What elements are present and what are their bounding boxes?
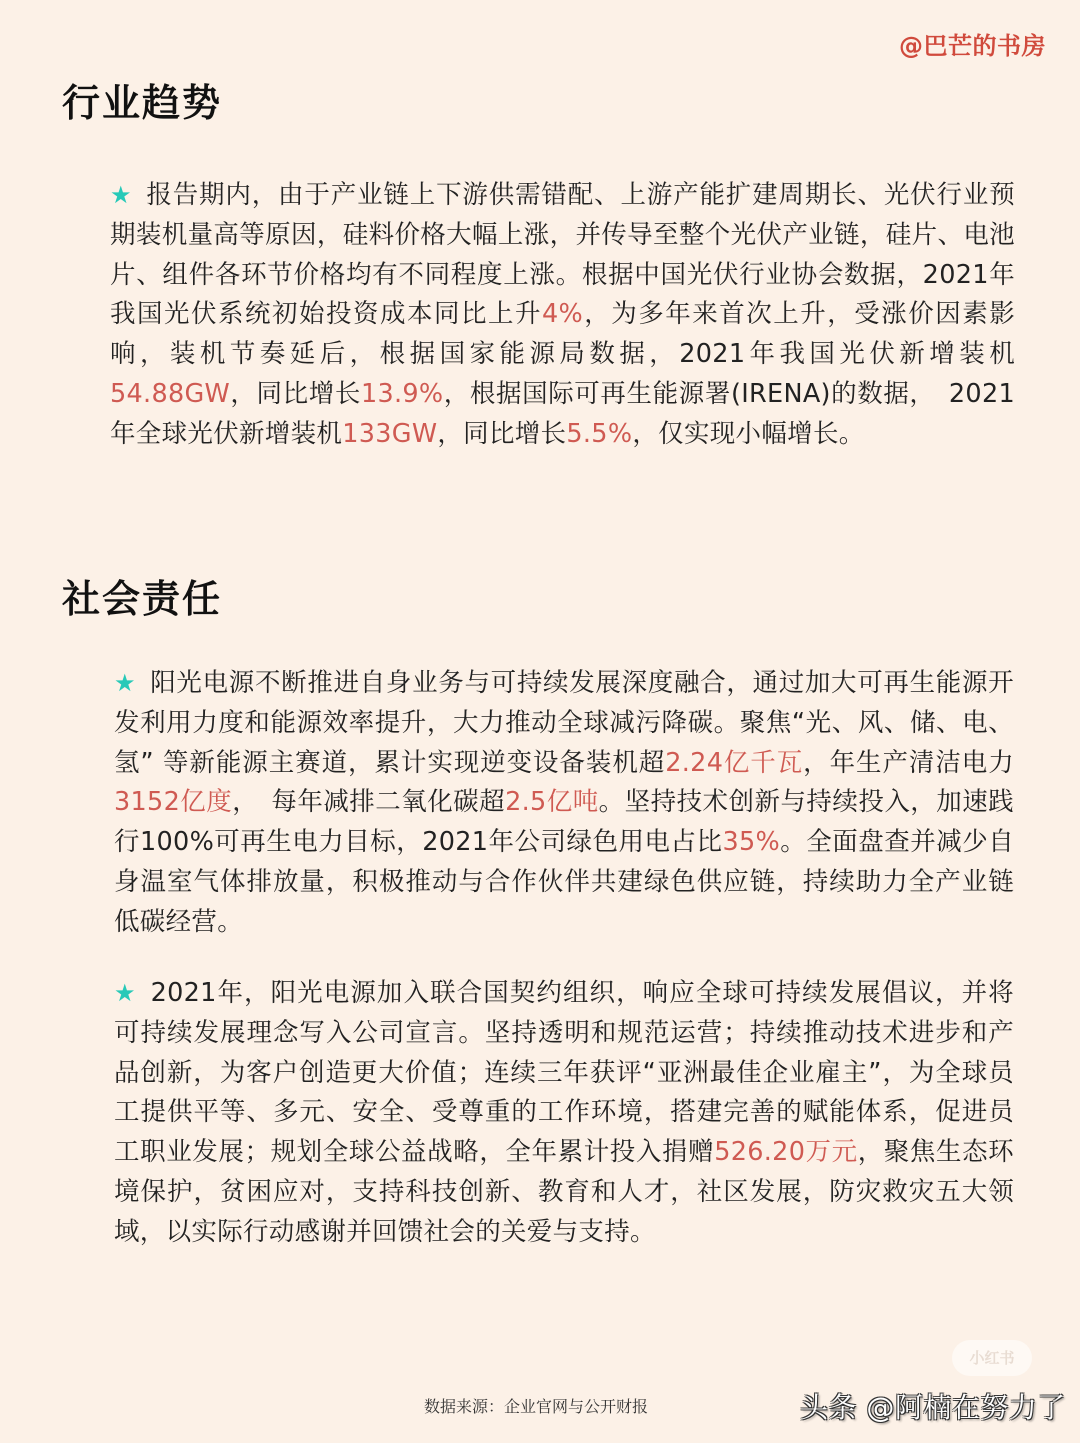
highlight-value: 35% — [722, 827, 781, 858]
section-title-industry-trend: 行业趋势 — [62, 81, 223, 125]
highlight-value: 54.88GW — [110, 378, 231, 409]
text-segment: ，同比增长 — [230, 378, 361, 409]
text-segment: ，同比增长 — [437, 418, 567, 449]
xiaohongshu-logo: 小红书 — [952, 1340, 1032, 1376]
text-segment: 报告期内，由于产业链上下游供需错配、上游产能扩建周期长、光伏行业预期装机量高等原因，硅料价格大幅上涨，并传导至整个光伏产业链，硅片、电池片、组件各环节价格均有不同程度上涨。根据中国光伏行业协会数据，2021年我国光伏系统初始投资成本同比上升 — [110, 180, 1015, 330]
text-segment: ，仅实现小幅增长。 — [632, 418, 865, 449]
highlight-value: 2.24亿千瓦 — [665, 747, 804, 778]
star-icon: ★ — [114, 979, 137, 1007]
text-segment: ， 每年减排二氧化碳超 — [232, 787, 506, 818]
data-source-note: 数据来源：企业官网与公开财报 — [424, 1397, 649, 1416]
text-segment: ，为多年来首次上升，受涨价因素影响，装机节奏延后，根据国家能源局数据，2021年我国光伏新增装机 — [110, 299, 1015, 370]
highlight-value: 2.5亿吨 — [505, 787, 599, 818]
text-segment: ，根据国际可再生能源署(IRENA)的数据， 2021年全球光伏新增装机 — [110, 378, 1015, 449]
text-segment: 。坚持技术创新与持续投入，加速践行100%可再生电力目标，2021年公司绿色用电占比 — [114, 787, 1014, 858]
highlight-value: 4% — [541, 299, 584, 330]
star-icon: ★ — [110, 181, 133, 209]
section-title-social-responsibility: 社会责任 — [62, 577, 223, 621]
text-segment: 阳光电源不断推进自身业务与可持续发展深度融合，通过加大可再生能源开发利用力度和能源效率提升，大力推动全球减污降碳。聚焦“光、风、储、电、氢” 等新能源主赛道，累计实现逆变设备装机超 — [114, 668, 1014, 778]
text-segment: ，年生产清洁电力 — [803, 747, 1014, 778]
text-segment: 。全面盘查并减少自身温室气体排放量，积极推动与合作伙伴共建绿色供应链，持续助力全产业链低碳经营。 — [114, 827, 1014, 937]
paragraph-industry-trend — [110, 176, 1015, 455]
star-icon: ★ — [114, 669, 137, 697]
paragraph-social-responsibility-1 — [114, 664, 1014, 943]
highlight-value: 13.9% — [360, 378, 444, 409]
text-segment: ，聚焦生态环境保护，贫困应对，支持科技创新、教育和人才，社区发展，防灾救灾五大领域，以实际行动感谢并回馈社会的关爱与支持。 — [114, 1137, 1014, 1247]
highlight-value: 526.20万元 — [714, 1137, 858, 1168]
text-segment: 2021年，阳光电源加入联合国契约组织，响应全球可持续发展倡议，并将可持续发展理念写入公司宣言。坚持透明和规范运营；持续推动技术进步和产品创新，为客户创造更大价值；连续三年获评“亚洲最佳企业雇主”，为全球员工提供平等、多元、安全、受尊重的工作环境，搭建完善的赋能体系，促进员工职业发展；规划全球公益战略，全年累计投入捐赠 — [114, 978, 1014, 1168]
highlight-value: 5.5% — [566, 418, 633, 449]
highlight-value: 133GW — [342, 418, 438, 449]
highlight-value: 3152亿度 — [114, 787, 233, 818]
paragraph-social-responsibility-2 — [114, 974, 1014, 1253]
toutiao-watermark: 头条 @阿楠在努力了 — [800, 1391, 1066, 1424]
author-watermark: @巴芒的书房 — [899, 32, 1046, 60]
